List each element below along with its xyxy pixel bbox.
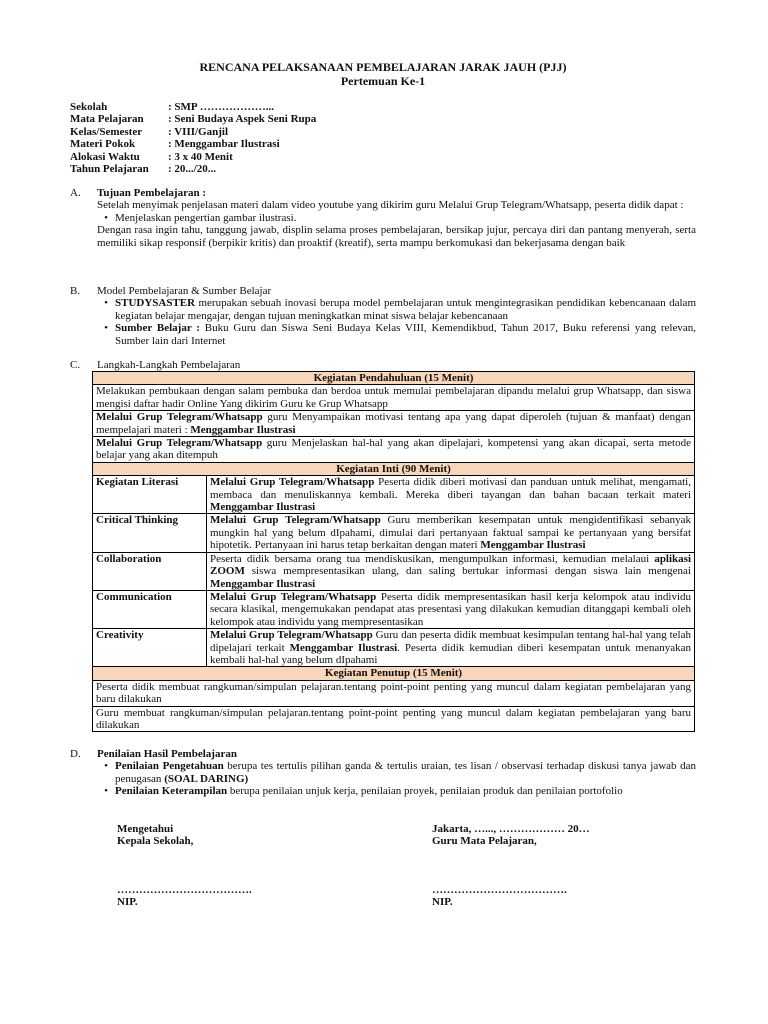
identity-label: Materi Pokok [70, 138, 136, 151]
bullet-icon: • [104, 211, 108, 224]
inti-header: Kegiatan Inti (90 Menit) [93, 462, 695, 475]
table-row [93, 385, 695, 411]
section-letter: B. [70, 285, 81, 297]
identity-value: : VIII/Ganjil [168, 125, 229, 138]
row-text-end: siswa mempresentasikan ulang, dan saling bertukar informasi dengan siswa lain mengenai [244, 565, 691, 578]
identity-value: : 3 x 40 Menit [168, 150, 233, 163]
row-bold-tail: Menggambar Ilustrasi [289, 641, 398, 654]
penutup-header: Kegiatan Penutup (15 Menit) [93, 667, 695, 680]
source-bullet [97, 322, 696, 347]
bullet-icon: • [104, 760, 108, 773]
signature-nip: NIP. [117, 896, 138, 909]
objective-bullet [97, 212, 696, 224]
identity-label: Alokasi Waktu [70, 150, 140, 163]
bullet-bold: Penilaian Keterampilan [115, 785, 228, 798]
signature-role: Kepala Sekolah, [117, 835, 194, 848]
row-bold-tail: aplikasi ZOOM [210, 552, 691, 578]
bullet-bold: Sumber Belajar : [115, 322, 200, 335]
identity-label: Sekolah [70, 101, 108, 113]
table-row [93, 411, 695, 437]
identity-label: Kelas/Semester [70, 125, 143, 138]
identity-value: : SMP ………………... [168, 101, 275, 113]
row-bold-tail: Menggambar Ilustrasi [190, 423, 296, 436]
row-text: Guru dan peserta didik membuat kesimpulan tentang hal-hal yang telah dipelajari terkait [210, 629, 691, 654]
row-content [207, 590, 695, 628]
identity-value: : 20.../20... [168, 163, 216, 176]
signature-role: Guru Mata Pelajaran, [432, 835, 537, 848]
identity-table [70, 101, 696, 175]
signature-line: ………………………………. [432, 883, 567, 896]
row-text: Melakukan pembukaan dengan salam pembuka dan berdoa untuk memulai pembelajaran dipandu melalui grup Whatsapp, dan siswa mengisi daftar hadir Online Yang dikirim Guru ke Grup Whatsapp [96, 385, 691, 410]
table-row: Peserta didik membuat rangkuman/simpulan pelajaran.tentang point-point penting yang muncul dalam kegiatan pembelajaran yang baru dilakukan [93, 680, 695, 706]
identity-value: : Seni Budaya Aspek Seni Rupa [168, 113, 317, 126]
row-text: guru Menyampaikan motivasi tentang apa yang dapat diperoleh (tujuan & manfaat) dengan mempelajari materi : [96, 411, 691, 436]
row-content [207, 476, 695, 514]
row-label: Collaboration [93, 552, 207, 590]
steps-table-wrap [92, 371, 695, 732]
bullet-text: berupa penilaian unjuk kerja, penilaian proyek, penilaian produk dan penilaian portofolio [227, 785, 623, 798]
bullet-bold-tail: (SOAL DARING) [164, 772, 249, 785]
assessment-bullet [97, 785, 696, 797]
table-row [93, 590, 695, 628]
section-a [70, 187, 696, 249]
signature-left [117, 823, 252, 909]
bullet-icon: • [104, 297, 108, 310]
row-bold-tail: Menggambar Ilustrasi [210, 501, 316, 514]
section-letter: C. [70, 359, 81, 371]
row-bold: Melalui Grup Telegram/Whatsapp [96, 411, 263, 424]
objective-closing: Dengan rasa ingin tahu, tanggung jawab, displin selama proses pembelajaran, bersikap jujur, percaya diri dan pantang menyerah, serta memiliki sikap responsif (berpikir kritis) dan proaktif (kreatif), serta mampu berkomukasi dan bekerjasama dengan baik [97, 224, 696, 249]
row-bold-tail: Menggambar Ilustrasi [480, 539, 586, 552]
row-content [207, 514, 695, 552]
row-content [207, 552, 695, 590]
document-title-block [70, 60, 696, 88]
table-row [93, 514, 695, 552]
row-bold: Melalui Grup Telegram/Whatsapp [210, 476, 375, 489]
bullet-text: berupa tes tertulis pilihan ganda & tertulis uraian, tes lisan / observasi terhadap diskusi tanya jawab dan penugasan [115, 760, 696, 785]
identity-value: : Menggambar Ilustrasi [168, 138, 280, 151]
section-title: Tujuan Pembelajaran : [97, 187, 206, 199]
section-b-heading [70, 285, 696, 297]
section-title: Penilaian Hasil Pembelajaran [97, 748, 237, 760]
steps-table [92, 371, 695, 732]
row-text: Peserta didik mempresentasikan hasil kerja kelompok atau individu secara klasikal, mengemukakan pendapat atas presentasi yang dilakukan kemudian ditanggapi kembali oleh kelompok atau individu yang mempresentasikan [210, 590, 691, 628]
bullet-text: merupakan sebuah inovasi berupa model pembelajaran untuk mengintegrasikan pendidikan kebencanaan dalam kegiatan belajar mengajar, dengan tujuan meningkatkan minat siswa belajar kebencanaan [115, 297, 696, 322]
row-bold: Melalui Grup Telegram/Whatsapp [210, 590, 377, 603]
signature-place-date: Jakarta, …..., ……………… 20… [432, 823, 590, 835]
row-text: guru Menjelaskan hal-hal yang akan dipelajari, kompetensi yang akan dicapai, serta metode belajar yang akan ditempuh [96, 437, 691, 462]
section-d [70, 748, 696, 798]
table-row: Guru membuat rangkuman/simpulan pelajaran.tentang point-point penting yang muncul dalam kegiatan pembelajaran yang baru dilakukan [93, 706, 695, 732]
model-bullet [97, 297, 696, 322]
identity-label: Mata Pelajaran [70, 113, 144, 126]
row-label: Kegiatan Literasi [93, 476, 207, 514]
bullet-icon: • [104, 322, 108, 335]
identity-label: Tahun Pelajaran [70, 163, 149, 176]
document-subtitle: Pertemuan Ke-1 [340, 74, 426, 88]
signature-line: ………………………………. [117, 883, 252, 896]
row-label: Creativity [93, 629, 207, 667]
row-text-end: . Peserta didik kemudian diberi kesempatan untuk menanyakan kembali hal-hal yang belum dIpahami [210, 641, 691, 666]
row-bold-tail: Menggambar Ilustrasi [210, 577, 316, 590]
section-b [70, 285, 696, 347]
bullet-text: Buku Guru dan Siswa Seni Budaya Kelas VIII, Kemendikbud, Tahun 2017, Buku referensi yang relevan, Sumber lain dari Internet [115, 322, 696, 347]
signature-right [432, 823, 590, 909]
table-row [93, 437, 695, 463]
row-content [207, 629, 695, 667]
signature-caption: Mengetahui [117, 823, 174, 835]
section-d-heading [70, 748, 696, 760]
section-title: Langkah-Langkah Pembelajaran [97, 359, 241, 371]
bullet-icon: • [104, 785, 108, 798]
row-text: Guru memberikan kesempatan untuk mengidentifikasi sebanyak mungkin hal yang belum dIpahami, dimulai dari pertanyaan faktual sampai ke pertanyaan yang bersifat hipotetik. Pertanyaan ini harus tetap berkaitan dengan materi [210, 514, 691, 552]
assessment-bullet [97, 760, 696, 785]
row-label: Critical Thinking [93, 514, 207, 552]
section-a-heading [70, 187, 696, 199]
section-letter: A. [70, 187, 81, 199]
row-text: Peserta didik bersama orang tua mendiskusikan, mengumpulkan informasi, kemudian melalaui [210, 552, 655, 565]
table-row [93, 552, 695, 590]
section-title: Model Pembelajaran & Sumber Belajar [97, 285, 272, 297]
objective-intro: Setelah menyimak penjelasan materi dalam video youtube yang dikirim guru Melalui Grup Telegram/Whatsapp, peserta didik dapat : [97, 199, 684, 212]
row-bold: Melalui Grup Telegram/Whatsapp [96, 437, 263, 450]
row-bold: Melalui Grup Telegram/Whatsapp [210, 629, 373, 642]
row-label: Communication [93, 590, 207, 628]
signature-nip: NIP. [432, 896, 453, 909]
table-row [93, 476, 695, 514]
section-letter: D. [70, 748, 81, 760]
table-row [93, 629, 695, 667]
row-text: Peserta didik diberi motivasi dan panduan untuk melihat, mengamati, membaca dan menuliskannya kembali. Mereka diberi tayangan dan bahan bacaan terkait materi [210, 476, 691, 501]
document-title: RENCANA PELAKSANAAN PEMBELAJARAN JARAK JAUH (PJJ) [199, 60, 567, 74]
bullet-bold: STUDYSASTER [115, 297, 196, 310]
objective-bullet-text: Menjelaskan pengertian gambar ilustrasi. [115, 211, 297, 224]
section-c-heading [70, 359, 696, 371]
bullet-bold: Penilaian Pengetahuan [115, 760, 224, 773]
row-bold: Melalui Grup Telegram/Whatsapp [210, 514, 381, 527]
section-c [70, 359, 696, 371]
pendahuluan-header: Kegiatan Pendahuluan (15 Menit) [93, 372, 695, 385]
